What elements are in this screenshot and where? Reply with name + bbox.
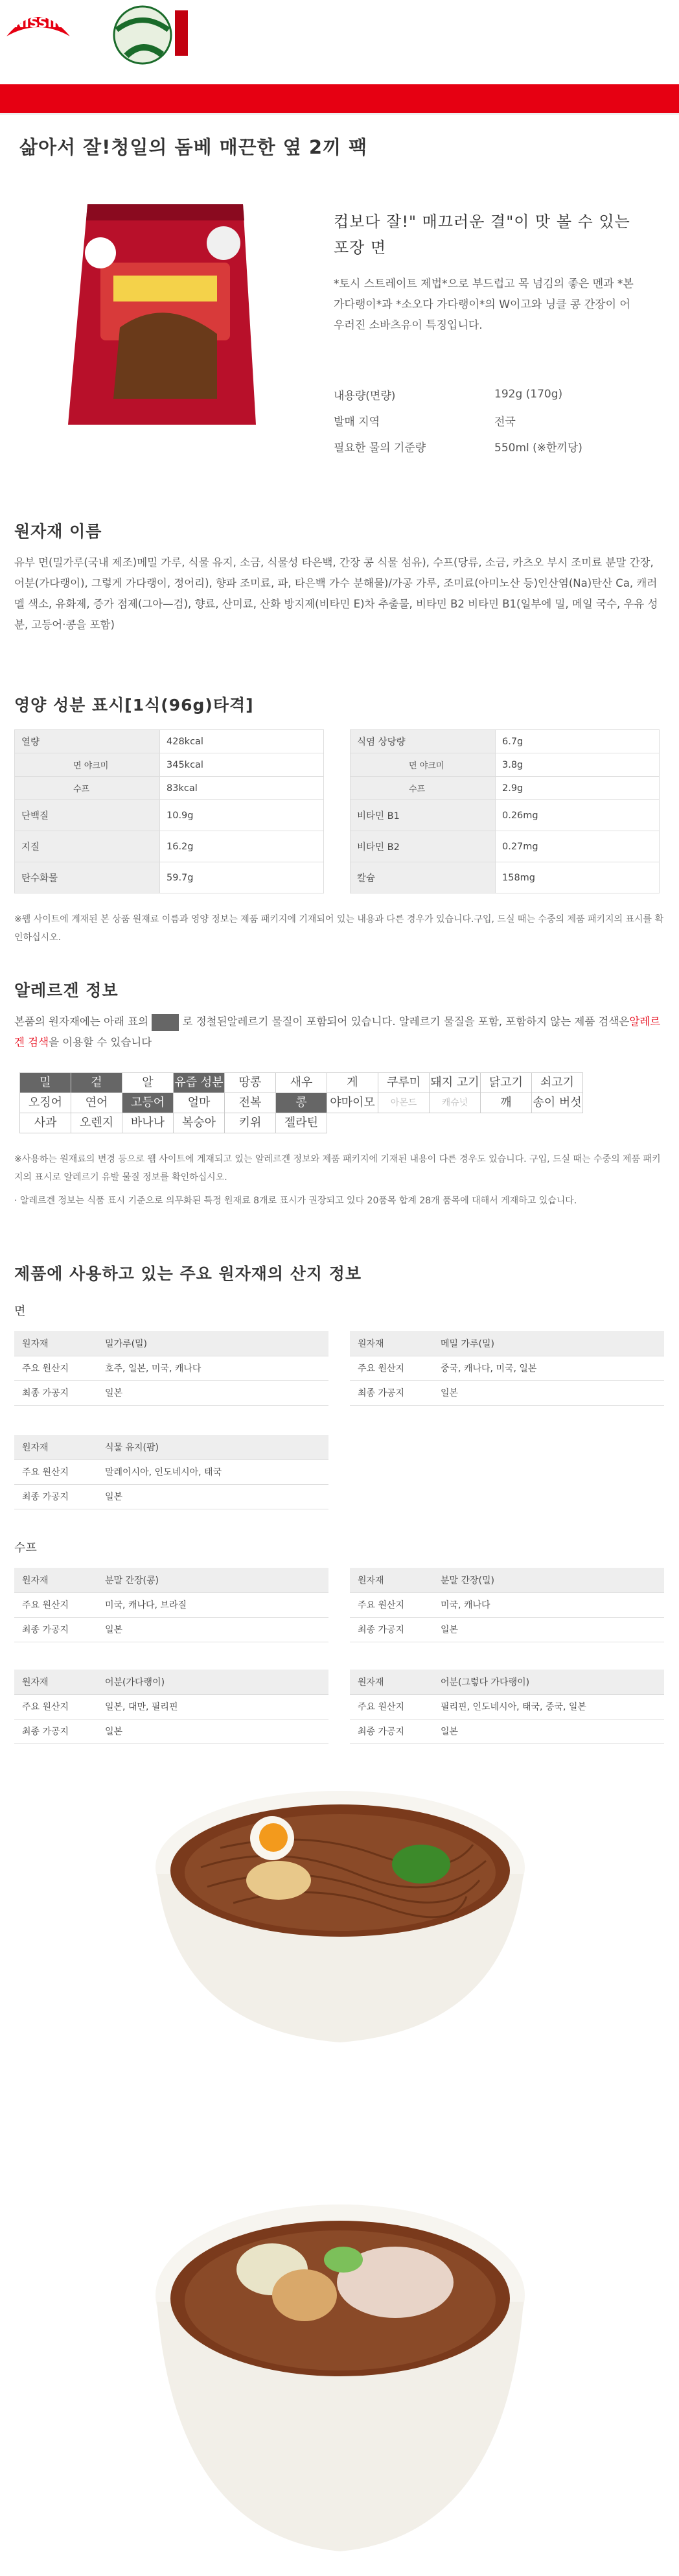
origin-label: 주요 원산지 xyxy=(14,1592,97,1617)
product-description: *토시 스트레이트 제법*으로 부드럽고 목 넘김의 좋은 멘과 *본 가다랭이*과 *소오다 가다랭이*의 W이고와 닝클 콩 간장이 어우러진 소바츠유이 특징입니다. xyxy=(334,278,634,332)
nutrition-table-right xyxy=(350,729,660,893)
origin-label: 원자재 xyxy=(14,1568,97,1592)
allergen-cell: 새우 xyxy=(275,1072,327,1093)
nutrient-sublabel: 면 야크미 xyxy=(15,753,160,777)
allergen-cell: 야마이모 xyxy=(327,1093,378,1113)
spec-label: 내용량(면량) xyxy=(334,389,396,403)
nutrient-value: 2.9g xyxy=(496,777,660,800)
page-title: 삶아서 잘!청일의 돔베 매끈한 옆 2끼 팩 xyxy=(19,136,368,158)
nutrient-label: 식염 상당량 xyxy=(351,730,496,753)
allergen-cell: 고등어 xyxy=(122,1093,174,1113)
catch-copy: 컵보다 잘!" 매끄러운 결"이 맛 볼 수 있는 포장 면 xyxy=(334,213,630,257)
allergen-cell: 알 xyxy=(122,1072,174,1093)
spec-value: 550ml (※한끼당) xyxy=(494,441,582,455)
table-row xyxy=(350,1617,664,1642)
origin-label: 원자재 xyxy=(350,1670,433,1694)
origin-value: 일본, 대만, 필리핀 xyxy=(97,1694,328,1719)
nutrient-value: 59.7g xyxy=(160,862,324,893)
brand-red-bar xyxy=(0,84,679,113)
table-row xyxy=(350,1592,664,1617)
nutrient-value: 428kcal xyxy=(160,730,324,753)
origin-value: 식물 유지(팜) xyxy=(97,1435,328,1459)
table-row xyxy=(350,1568,664,1592)
spec-label: 발매 지역 xyxy=(334,415,380,429)
origin-value: 어분(가다랭이) xyxy=(97,1670,328,1694)
nutrient-sublabel: 면 야크미 xyxy=(351,753,496,777)
nutrient-value: 0.26mg xyxy=(496,800,660,831)
allergen-cell: 밀 xyxy=(19,1072,71,1093)
table-row xyxy=(351,800,660,831)
allergen-cell: 땅콩 xyxy=(224,1072,276,1093)
nutrient-label: 지질 xyxy=(15,831,160,862)
allergen-table xyxy=(19,1072,641,1133)
origin-label: 최종 가공지 xyxy=(14,1484,97,1509)
soup-subtitle: 수프 xyxy=(14,1541,37,1555)
origin-table xyxy=(350,1568,664,1642)
allergen-cell: 사과 xyxy=(19,1113,71,1133)
spec-row xyxy=(334,407,638,433)
origin-label: 원자재 xyxy=(350,1331,433,1356)
allergen-cell: 닭고기 xyxy=(480,1072,532,1093)
allergen-cell: 겉 xyxy=(71,1072,122,1093)
origin-value: 어분(그렇다 가다랭이) xyxy=(433,1670,664,1694)
origin-value: 밀가루(밀) xyxy=(97,1331,328,1356)
noodle-bowl-image xyxy=(149,2198,531,2561)
origin-label: 최종 가공지 xyxy=(350,1719,433,1743)
nutrient-label: 칼슘 xyxy=(351,862,496,893)
nutrient-label: 비타민 B2 xyxy=(351,831,496,862)
allergen-cell: 전복 xyxy=(224,1093,276,1113)
origin-label: 최종 가공지 xyxy=(350,1380,433,1405)
spec-label: 필요한 물의 기준량 xyxy=(334,441,426,455)
allergen-cell: 게 xyxy=(327,1072,378,1093)
table-row xyxy=(14,1435,328,1459)
table-row xyxy=(14,1719,328,1743)
allergen-row xyxy=(19,1093,641,1113)
allergen-cell: 연어 xyxy=(71,1093,122,1113)
origin-label: 원자재 xyxy=(14,1331,97,1356)
origin-value: 말레이시아, 인도네시아, 태국 xyxy=(97,1459,328,1484)
site-header xyxy=(0,0,679,84)
nutrient-label: 열량 xyxy=(15,730,160,753)
nutrient-value: 16.2g xyxy=(160,831,324,862)
allergen-intro-text: 본품의 원자재에는 아래 표의 xyxy=(14,1015,149,1028)
nutrient-label: 단백질 xyxy=(15,800,160,831)
table-row xyxy=(351,831,660,862)
allergen-intro-text: 로 정철된알레르기 물질이 포함되어 있습니다. 알레르기 물질을 포함, 포함하지 않는 제품 검색은 xyxy=(182,1015,630,1028)
nutrient-label: 비타민 B1 xyxy=(351,800,496,831)
origin-label: 주요 원산지 xyxy=(350,1356,433,1380)
table-row xyxy=(14,1670,328,1694)
origin-label: 최종 가공지 xyxy=(14,1719,97,1743)
nutrient-value: 345kcal xyxy=(160,753,324,777)
table-row xyxy=(350,1356,664,1380)
origin-value: 일본 xyxy=(433,1380,664,1405)
nissin-logo[interactable] xyxy=(4,5,73,41)
origin-value: 일본 xyxy=(97,1380,328,1405)
allergen-cell: 콩 xyxy=(275,1093,327,1113)
origin-label: 주요 원산지 xyxy=(14,1694,97,1719)
allergen-cell: 캐슈넛 xyxy=(429,1093,481,1113)
table-row xyxy=(14,1568,328,1592)
nutrient-value: 83kcal xyxy=(160,777,324,800)
nutrition-table-left xyxy=(14,729,324,893)
spec-row xyxy=(334,433,638,459)
table-row xyxy=(15,862,324,893)
allergen-row xyxy=(19,1113,641,1133)
table-row xyxy=(14,1484,328,1509)
nutrition-title: 영양 성분 표시[1식(96g)타격] xyxy=(14,696,254,715)
nutrient-value: 10.9g xyxy=(160,800,324,831)
table-row xyxy=(14,1694,328,1719)
table-row xyxy=(15,800,324,831)
origin-label: 주요 원산지 xyxy=(350,1694,433,1719)
allergen-cell: 오징어 xyxy=(19,1093,71,1113)
allergen-legend-swatch xyxy=(152,1014,179,1031)
divider xyxy=(0,113,679,115)
allergen-title: 알레르겐 정보 xyxy=(14,981,119,1000)
nutrition-note: ※웹 사이트에 게재된 본 상품 원재료 이름과 영양 정보는 제품 패키지에 기재되어 있는 내용과 다른 경우가 있습니다.구입, 드실 때는 수중의 제품 패키지의 표시를 확인하십시오. xyxy=(14,914,664,943)
allergen-note: · 알레르겐 정보는 식품 표시 기준으로 의무화된 특정 원재료 8개로 표시가 권장되고 있다 20품목 합계 28개 품목에 대해서 게재하고 있습니다. xyxy=(14,1196,577,1206)
origin-label: 원자재 xyxy=(350,1568,433,1592)
table-row xyxy=(350,1694,664,1719)
allergen-cell: 쿠루미 xyxy=(378,1072,430,1093)
allergen-cell: 복숭아 xyxy=(173,1113,225,1133)
allergen-row xyxy=(19,1072,641,1093)
allergen-cell: 오렌지 xyxy=(71,1113,122,1133)
product-package-image xyxy=(62,191,268,434)
table-row xyxy=(14,1331,328,1356)
origin-value: 일본 xyxy=(433,1617,664,1642)
table-row xyxy=(350,1719,664,1743)
origin-value: 분말 간장(밀) xyxy=(433,1568,664,1592)
origin-table xyxy=(14,1435,328,1509)
allergen-search-link[interactable]: 알레르겐 검색 xyxy=(14,1015,661,1048)
donbei-logo[interactable] xyxy=(97,4,204,65)
table-row xyxy=(15,777,324,800)
origin-title: 제품에 사용하고 있는 주요 원자재의 산지 정보 xyxy=(14,1264,362,1283)
table-row xyxy=(351,862,660,893)
origin-label: 원자재 xyxy=(14,1670,97,1694)
allergen-intro-text: 을 이용할 수 있습니다 xyxy=(49,1036,152,1048)
svg-text:NISSIN: NISSIN xyxy=(13,15,63,30)
table-row xyxy=(14,1380,328,1405)
origin-label: 주요 원산지 xyxy=(14,1459,97,1484)
table-row xyxy=(350,1380,664,1405)
nutrient-sublabel: 수프 xyxy=(15,777,160,800)
origin-value: 분말 간장(콩) xyxy=(97,1568,328,1592)
origin-value: 일본 xyxy=(97,1484,328,1509)
table-row xyxy=(350,1670,664,1694)
allergen-cell: 아몬드 xyxy=(378,1093,430,1113)
origin-label: 주요 원산지 xyxy=(14,1356,97,1380)
table-row xyxy=(15,753,324,777)
allergen-intro xyxy=(14,1011,665,1053)
table-row xyxy=(351,753,660,777)
allergen-cell: 키위 xyxy=(224,1113,276,1133)
nutrient-value: 6.7g xyxy=(496,730,660,753)
origin-label: 최종 가공지 xyxy=(350,1617,433,1642)
allergen-cell: 돼지 고기 xyxy=(429,1072,481,1093)
nutrient-value: 158mg xyxy=(496,862,660,893)
table-row xyxy=(14,1459,328,1484)
ingredients-text: 유부 면(밀가루(국내 제조)메밀 가루, 식물 유지, 소금, 식물성 타은백, 간장 콩 식물 섬유), 수프(당류, 소금, 카츠오 부시 조미료 분말 간장, 어분(가다랭이), 그렇게 가다랭이, 정어리), 향파 조미료, 파, 타은백 가수 분해물)/가공 가루, 조미료(아미노산 등)인산염(Na)탄산 Ca, 캐러멜 색소, 유화제, 증가 점제(그아—검), 향료, 산미료, 산화 방지제(비타민 E)차 추출물, 비타민 B2 비타민 B1(일부에 밀, 메일 국수, 우유 성분, 고등어·콩을 포함) xyxy=(14,556,658,631)
allergen-cell: 바나나 xyxy=(122,1113,174,1133)
ingredients-title: 원자재 이름 xyxy=(14,522,102,541)
allergen-cell: 젤라틴 xyxy=(275,1113,327,1133)
allergen-cell: 깨 xyxy=(480,1093,532,1113)
table-row xyxy=(350,1331,664,1356)
origin-table xyxy=(350,1670,664,1744)
allergen-cell: 송이 버섯 xyxy=(531,1093,583,1113)
table-row xyxy=(14,1356,328,1380)
origin-value: 일본 xyxy=(97,1617,328,1642)
origin-label: 최종 가공지 xyxy=(14,1380,97,1405)
origin-table xyxy=(14,1568,328,1642)
table-row xyxy=(351,730,660,753)
spec-value: 192g (170g) xyxy=(494,388,563,401)
allergen-note: ※사용하는 원재료의 변경 등으로 웹 사이트에 게재되고 있는 알레르겐 정보와 제품 패키지에 기재된 내용이 다른 경우도 있습니다. 구입, 드실 때는 수중의 제품 패키지의 표시로 알레르기 유발 물질 정보를 확인하십시오. xyxy=(14,1154,661,1183)
nutrient-value: 3.8g xyxy=(496,753,660,777)
origin-value: 미국, 캐나다 xyxy=(433,1592,664,1617)
table-row xyxy=(15,730,324,753)
nutrient-label: 탄수화물 xyxy=(15,862,160,893)
origin-value: 필리핀, 인도네시아, 태국, 중국, 일본 xyxy=(433,1694,664,1719)
allergen-cell: 쇠고기 xyxy=(531,1072,583,1093)
nutrient-value: 0.27mg xyxy=(496,831,660,862)
origin-table xyxy=(350,1331,664,1406)
origin-value: 미국, 캐나다, 브라질 xyxy=(97,1592,328,1617)
origin-value: 일본 xyxy=(433,1719,664,1743)
noodle-subtitle: 면 xyxy=(14,1305,26,1318)
allergen-cell: 얼마 xyxy=(173,1093,225,1113)
origin-value: 메밀 가루(밀) xyxy=(433,1331,664,1356)
origin-table xyxy=(14,1331,328,1406)
spec-list xyxy=(334,381,638,459)
noodle-bowl-image xyxy=(149,1783,531,2049)
origin-table xyxy=(14,1670,328,1744)
table-row xyxy=(14,1592,328,1617)
table-row xyxy=(15,831,324,862)
origin-label: 최종 가공지 xyxy=(14,1617,97,1642)
spec-row xyxy=(334,381,638,407)
origin-value: 일본 xyxy=(97,1719,328,1743)
origin-value: 중국, 캐나다, 미국, 일본 xyxy=(433,1356,664,1380)
spec-value: 전국 xyxy=(494,415,516,429)
allergen-cell: 유즙 성분 xyxy=(173,1072,225,1093)
nutrient-sublabel: 수프 xyxy=(351,777,496,800)
origin-value: 호주, 일본, 미국, 캐나다 xyxy=(97,1356,328,1380)
origin-label: 원자재 xyxy=(14,1435,97,1459)
table-row xyxy=(351,777,660,800)
table-row xyxy=(14,1617,328,1642)
origin-label: 주요 원산지 xyxy=(350,1592,433,1617)
